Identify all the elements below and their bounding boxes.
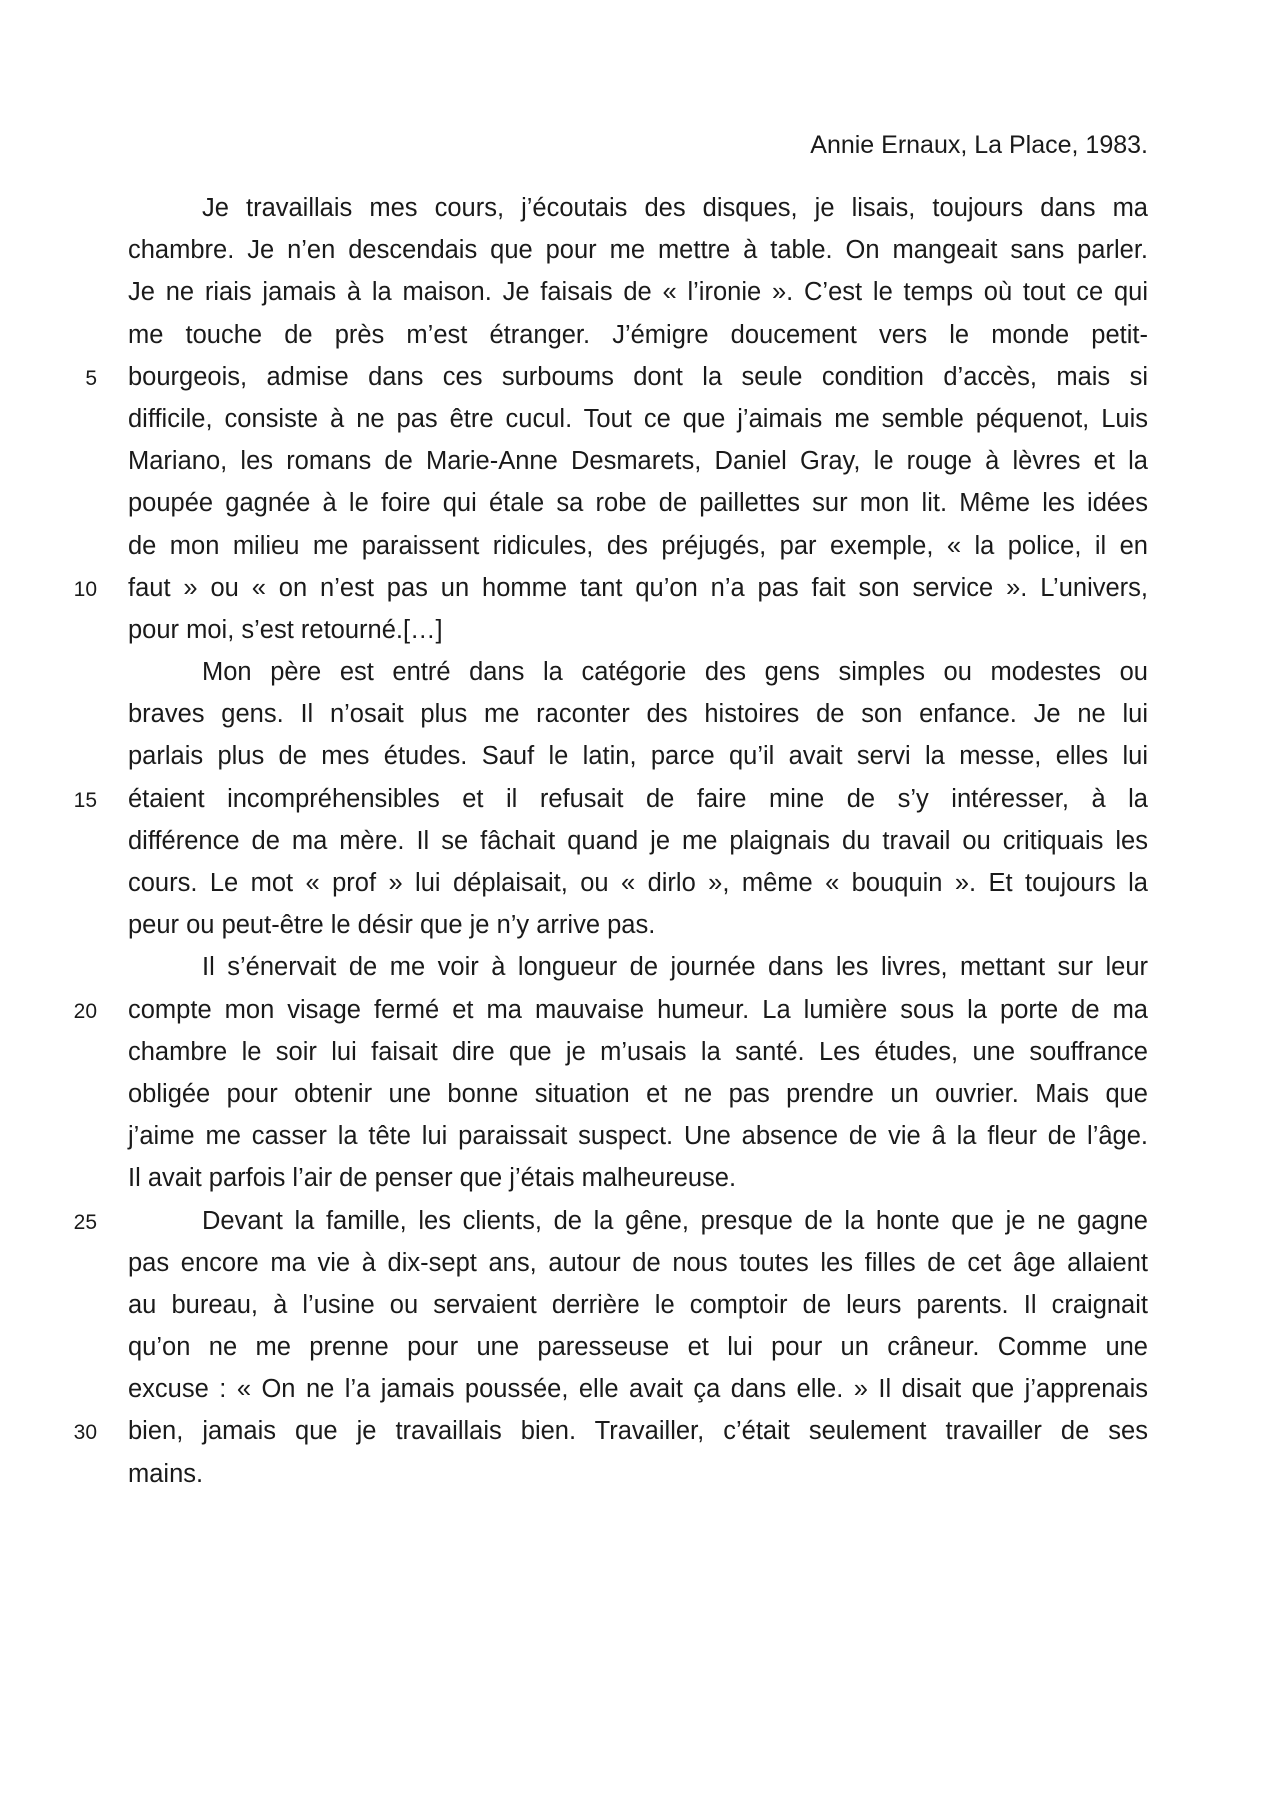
line-number: 30 — [73, 1421, 97, 1445]
text-line — [0, 440, 1280, 482]
line-text — [128, 989, 1148, 1031]
line-number: 5 — [85, 366, 97, 390]
line-text — [128, 778, 1148, 820]
line-text-content: me touche de près m’est étranger. J’émigre doucement vers le monde petit- — [128, 320, 1148, 349]
text-line — [0, 525, 1280, 567]
line-text-content: obligée pour obtenir une bonne situation et ne pas prendre un ouvrier. Mais que — [128, 1079, 1148, 1108]
text-line — [0, 229, 1280, 271]
line-text — [128, 820, 1148, 862]
line-text-content: bourgeois, admise dans ces surboums dont la seule condition d’accès, mais si — [128, 362, 1148, 391]
line-text — [128, 525, 1148, 567]
line-text — [128, 1115, 1148, 1157]
line-text-content: faut » ou « on n’est pas un homme tant qu’on n’a pas fait son service ». L’univers, — [128, 573, 1148, 602]
text-line — [0, 187, 1280, 229]
text-line — [0, 1073, 1280, 1115]
line-text — [128, 1242, 1148, 1284]
line-text-content: étaient incompréhensibles et il refusait de faire mine de s’y intéresser, à la — [128, 784, 1148, 813]
line-text — [202, 187, 1148, 229]
line-text-content: Devant la famille, les clients, de la gêne, presque de la honte que je ne gagne — [202, 1206, 1148, 1235]
line-text-content: au bureau, à l’usine ou servaient derrière le comptoir de leurs parents. Il craignait — [128, 1290, 1148, 1319]
line-text — [128, 271, 1148, 313]
line-text — [128, 1284, 1148, 1326]
text-line — [0, 820, 1280, 862]
line-number: 20 — [73, 999, 97, 1023]
line-text — [128, 356, 1148, 398]
line-text — [128, 229, 1148, 271]
line-text — [128, 1031, 1148, 1073]
line-text-content: peur ou peut-être le désir que je n’y arrive pas. — [128, 911, 656, 940]
line-text-content: bien, jamais que je travaillais bien. Travailler, c’était seulement travailler de ses — [128, 1417, 1148, 1446]
line-text — [202, 1200, 1148, 1242]
line-text-content: poupée gagnée à le foire qui étale sa robe de paillettes sur mon lit. Même les idées — [128, 489, 1148, 518]
text-line — [0, 1031, 1280, 1073]
line-text — [128, 904, 1148, 946]
line-text-content: Mariano, les romans de Marie-Anne Desmarets, Daniel Gray, le rouge à lèvres et la — [128, 447, 1148, 476]
line-text — [128, 1073, 1148, 1115]
line-text — [128, 1157, 1148, 1199]
text-line — [0, 1368, 1280, 1410]
text-line — [0, 356, 1280, 398]
line-text-content: Il s’énervait de me voir à longueur de journée dans les livres, mettant sur leur — [202, 953, 1148, 982]
text-line — [0, 1284, 1280, 1326]
line-text — [128, 862, 1148, 904]
text-body — [0, 187, 1280, 1495]
line-text-content: chambre. Je n’en descendais que pour me mettre à table. On mangeait sans parler. — [128, 236, 1148, 265]
line-text — [202, 651, 1148, 693]
line-text — [128, 609, 1148, 651]
line-text — [128, 735, 1148, 777]
line-text-content: parlais plus de mes études. Sauf le latin, parce qu’il avait servi la messe, elles lui — [128, 742, 1148, 771]
text-line — [0, 862, 1280, 904]
line-text-content: Je ne riais jamais à la maison. Je faisais de « l’ironie ». C’est le temps où tout ce qui — [128, 278, 1148, 307]
line-text-content: de mon milieu me paraissent ridicules, des préjugés, par exemple, « la police, il en — [128, 531, 1148, 560]
line-text-content: Il avait parfois l’air de penser que j’étais malheureuse. — [128, 1164, 737, 1193]
line-text-content: pour moi, s’est retourné.[…] — [128, 615, 443, 644]
text-line — [0, 904, 1280, 946]
line-text-content: chambre le soir lui faisait dire que je m’usais la santé. Les études, une souffrance — [128, 1037, 1148, 1066]
line-number: 15 — [73, 788, 97, 812]
text-line — [0, 1200, 1280, 1242]
line-text-content: excuse : « On ne l’a jamais poussée, elle avait ça dans elle. » Il disait que j’apprenais — [128, 1375, 1148, 1404]
line-text-content: j’aime me casser la tête lui paraissait suspect. Une absence de vie â la fleur de l’âge. — [128, 1122, 1148, 1151]
text-line — [0, 989, 1280, 1031]
line-text-content: pas encore ma vie à dix-sept ans, autour de nous toutes les filles de cet âge allaient — [128, 1248, 1148, 1277]
line-text-content: Mon père est entré dans la catégorie des gens simples ou modestes ou — [202, 658, 1148, 687]
line-text — [128, 1453, 1148, 1495]
line-text — [128, 567, 1148, 609]
text-line — [0, 778, 1280, 820]
text-line — [0, 1410, 1280, 1452]
text-line — [0, 1453, 1280, 1495]
line-text — [128, 398, 1148, 440]
text-line — [0, 609, 1280, 651]
line-text-content: différence de ma mère. Il se fâchait quand je me plaignais du travail ou critiquais les — [128, 826, 1148, 855]
text-line — [0, 482, 1280, 524]
text-line — [0, 735, 1280, 777]
text-line — [0, 1326, 1280, 1368]
line-text-content: Je travaillais mes cours, j’écoutais des disques, je lisais, toujours dans ma — [202, 194, 1148, 222]
text-line — [0, 1157, 1280, 1199]
line-text — [128, 314, 1148, 356]
line-text-content: compte mon visage fermé et ma mauvaise humeur. La lumière sous la porte de ma — [128, 995, 1148, 1024]
line-text — [128, 440, 1148, 482]
text-line — [0, 693, 1280, 735]
line-text-content: qu’on ne me prenne pour une paresseuse et lui pour un crâneur. Comme une — [128, 1333, 1148, 1362]
text-line — [0, 1242, 1280, 1284]
text-line — [0, 567, 1280, 609]
line-number: 10 — [73, 577, 97, 601]
line-text — [128, 1368, 1148, 1410]
line-text-content: difficile, consiste à ne pas être cucul. Tout ce que j’aimais me semble péquenot, Luis — [128, 404, 1148, 433]
line-text-content: cours. Le mot « prof » lui déplaisait, ou « dirlo », même « bouquin ». Et toujours la — [128, 869, 1148, 897]
line-text — [128, 1410, 1148, 1452]
text-line — [0, 398, 1280, 440]
line-text — [128, 693, 1148, 735]
text-line — [0, 651, 1280, 693]
line-text-content: mains. — [128, 1459, 204, 1488]
line-text — [128, 1326, 1148, 1368]
text-line — [0, 1115, 1280, 1157]
line-text — [202, 946, 1148, 988]
line-text — [128, 482, 1148, 524]
line-number: 25 — [73, 1210, 97, 1234]
source-citation: Annie Ernaux, La Place, 1983. — [810, 131, 1148, 159]
text-line — [0, 946, 1280, 988]
text-line — [0, 271, 1280, 313]
text-line — [0, 314, 1280, 356]
line-text-content: braves gens. Il n’osait plus me raconter des histoires de son enfance. Je ne lui — [128, 700, 1148, 729]
